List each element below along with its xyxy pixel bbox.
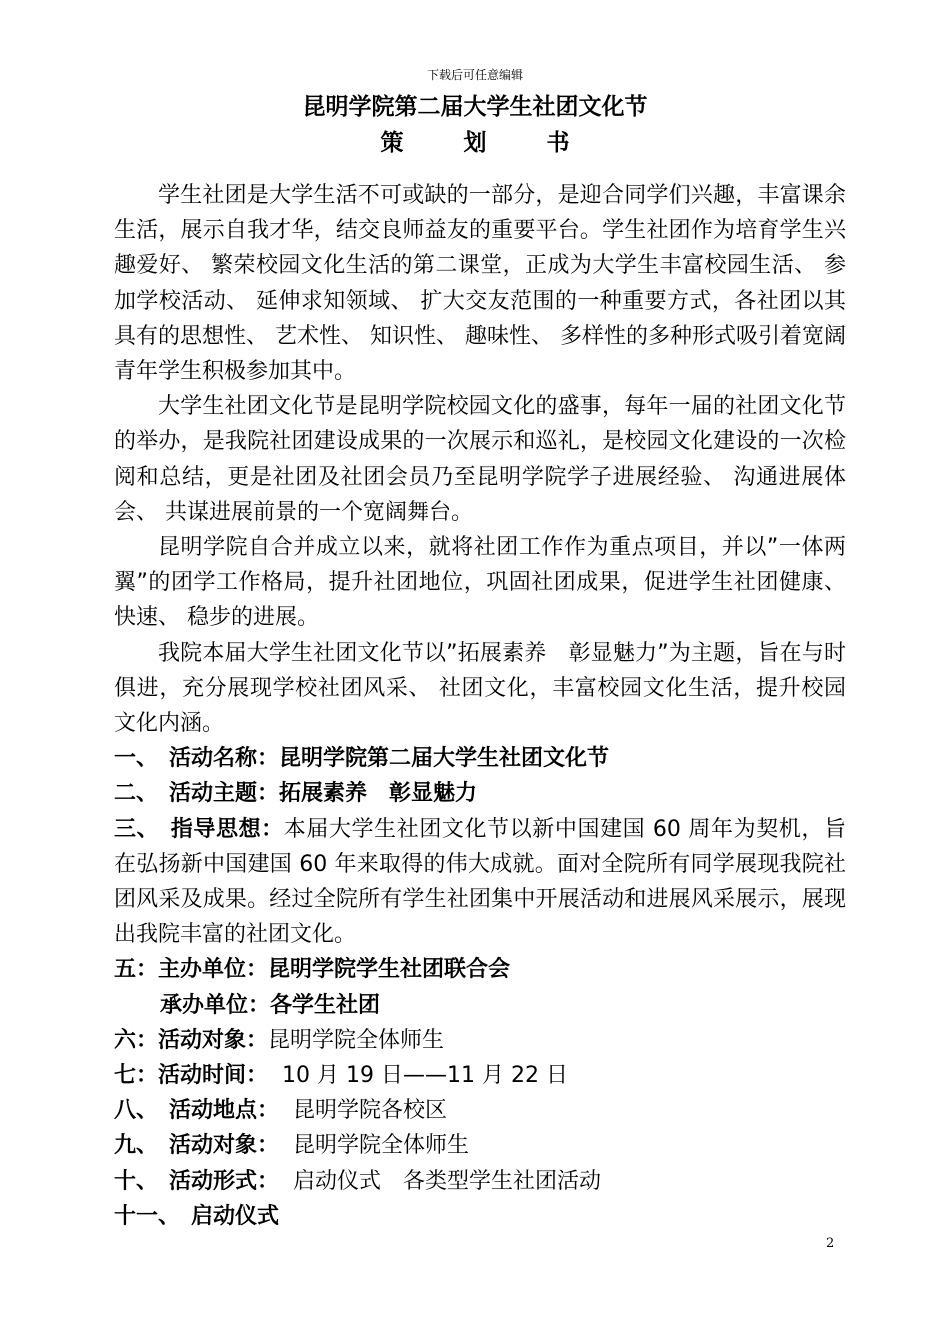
item-label: 三、 指导思想：: [114, 816, 284, 842]
item-time: [114, 1058, 846, 1093]
item-value: 昆明学院全体师生: [293, 1133, 470, 1159]
intro-paragraph-3: 昆明学院自合并成立以来，就将社团工作作为重点项目，并以”一体两翼”的团学工作格局，提升社团地位，巩固社团成果，促进学生社团健康、 快速、 稳步的进展。: [114, 535, 846, 631]
item-label: 八、 活动地点：: [114, 1098, 280, 1124]
item-audience-2: [114, 1128, 846, 1163]
item-co-organizer: [114, 988, 846, 1023]
item-label: 十、 活动形式：: [114, 1168, 280, 1194]
item-value: 10 月 19 日——11 月 22 日: [282, 1063, 568, 1089]
document-title: 昆明学院第二届大学生社团文化节: [302, 94, 648, 120]
intro-paragraph-1: 学生社团是大学生活不可或缺的一部分，是迎合同学们兴趣，丰富课余生活，展示自我才华，结交良师益友的重要平台。学生社团作为培育学生兴趣爱好、 繁荣校园文化生活的第二课堂，正成为大学生丰富校园生活、 参加学校活动、 延伸求知领域、 扩大交友范围的一种重要方式，各社团以其具有的思想性、 艺术性、 知识性、 趣味性、 多样性的多种形式吸引着宽阔青年学生积极参加其中。: [114, 183, 846, 385]
item-label: 承办单位：: [160, 992, 271, 1018]
intro-paragraph-2: 大学生社团文化节是昆明学院校园文化的盛事，每年一届的社团文化节的举办，是我院社团建设成果的一次展示和巡礼，是校园文化建设的一次检阅和总结，更是社团及社团会员乃至昆明学院学子进展经验、 沟通进展体会、 共谋进展前景的一个宽阔舞台。: [114, 394, 846, 525]
item-value: 启动仪式 各类型学生社团活动: [293, 1168, 602, 1194]
item-label: 二、 活动主题：: [114, 781, 280, 807]
item-value: 昆明学院全体师生: [268, 1027, 445, 1053]
item-value: 拓展素养 彰显魅力: [279, 781, 478, 807]
item-format: [114, 1164, 846, 1199]
item-label: 六：活动对象：: [114, 1027, 269, 1053]
item-organizer: [114, 952, 846, 987]
item-label: 九、 活动对象：: [114, 1133, 280, 1159]
document-subtitle: 策 划 书: [380, 130, 596, 156]
item-label: 五：主办单位：: [114, 957, 269, 983]
item-label: 十一、 启动仪式: [114, 1203, 280, 1229]
document-body: [114, 178, 846, 1234]
page-number: 2: [826, 1236, 835, 1251]
item-label: 一、 活动名称：: [114, 746, 280, 772]
item-value: 昆明学院学生社团联合会: [268, 957, 511, 983]
item-label: 七：活动时间：: [114, 1063, 269, 1089]
item-value: 昆明学院第二届大学生社团文化节: [279, 746, 610, 772]
item-value: 各学生社团: [270, 992, 381, 1018]
item-value: 昆明学院各校区: [293, 1098, 448, 1124]
item-location: [114, 1093, 846, 1128]
item-launch-ceremony: [114, 1199, 846, 1234]
item-activity-theme: [114, 776, 846, 811]
watermark-text: 下载后可任意编辑: [426, 68, 523, 82]
item-guiding-thought: [114, 812, 846, 953]
item-audience: [114, 1023, 846, 1058]
item-value: 本届大学生社团文化节以新中国建国 60 周年为契机，旨在弘扬新中国建国 60 年来取得的伟大成就。面对全院所有同学展现我院社团风采及成果。经过全院所有学生社团集中开展活动和进展风采展示，展现出我院丰富的社团文化。: [114, 816, 846, 948]
intro-paragraph-4: 我院本届大学生社团文化节以”拓展素养 彰显魅力”为主题，旨在与时俱进，充分展现学校社团风采、 社团文化，丰富校园文化生活，提升校园文化内涵。: [114, 640, 846, 737]
item-activity-name: [114, 741, 846, 776]
